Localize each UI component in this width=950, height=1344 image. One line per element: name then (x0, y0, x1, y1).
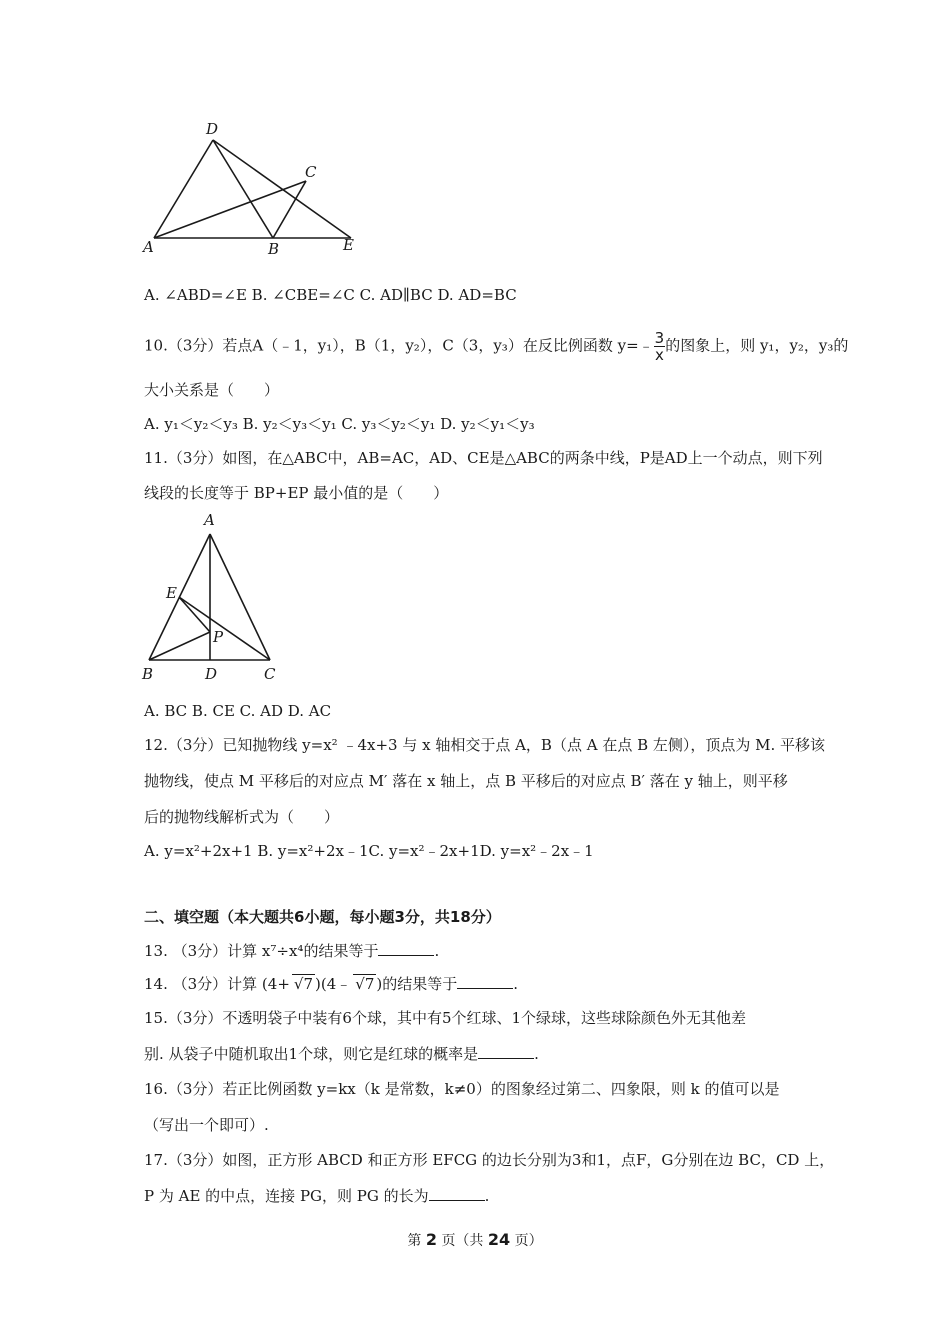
label-p: P (213, 628, 224, 646)
label-e: E (343, 236, 354, 254)
q11-options: A. BC B. CE C. AD D. AC (144, 702, 332, 720)
answer-blank (378, 941, 434, 956)
label-d: D (205, 665, 218, 683)
footer-mid: 页（共 (441, 1233, 484, 1249)
q13-text: 13. （3分）计算 x⁷÷x⁴的结果等于 (144, 942, 379, 960)
segment-ad (154, 140, 213, 238)
q11-line2: 线段的长度等于 BP+EP 最小值的是（ ） (144, 484, 449, 502)
label-a: A (143, 238, 154, 256)
q14-post: )的结果等于 (376, 975, 458, 993)
q17-line1: 17.（3分）如图，正方形 ABCD 和正方形 EFCG 的边长分别为3和1，点F，G分别在边 BC，CD 上， (144, 1151, 835, 1169)
answer-blank (478, 1044, 534, 1059)
q15-text: 别. 从袋子中随机取出1个球，则它是红球的概率是 (144, 1045, 479, 1063)
q16-line1: 16.（3分）若正比例函数 y=kx（k 是常数，k≠0）的图象经过第二、四象限，则 k 的值可以是 (144, 1080, 780, 1098)
q9-options: A. ∠ABD=∠E B. ∠CBE=∠C C. AD∥BC D. AD=BC (144, 286, 517, 304)
answer-blank (429, 1186, 485, 1201)
segment-ac (154, 181, 306, 238)
segment-bp (149, 632, 210, 660)
page-number: 2 (425, 1230, 437, 1249)
figure-triangle-abc-p (138, 510, 288, 685)
fraction-denominator: x (654, 346, 664, 364)
label-a: A (204, 511, 215, 529)
q17-text: P 为 AE 的中点，连接 PG，则 PG 的长为 (144, 1187, 429, 1205)
q10-line2: 大小关系是（ ） (144, 381, 280, 399)
label-d: D (206, 120, 219, 138)
footer-post: 页） (514, 1233, 543, 1249)
q13 (144, 941, 439, 961)
page-footer (0, 1230, 950, 1250)
sqrt-radicand: 7 (364, 975, 375, 993)
q15-line1: 15.（3分）不透明袋子中装有6个球，其中有5个红球、1个绿球，这些球除颜色外无其他差 (144, 1009, 747, 1027)
label-c: C (264, 665, 276, 683)
q11-line1: 11.（3分）如图，在△ABC中，AB=AC，AD、CE是△ABC的两条中线，P是AD上一个动点，则下列 (144, 449, 823, 467)
q17-end: . (484, 1187, 490, 1205)
segment-db (213, 140, 273, 238)
sqrt-radicand: 7 (303, 975, 314, 993)
label-e: E (166, 584, 177, 602)
q10-line1 (144, 330, 848, 363)
figure-triangles-abde (140, 118, 370, 263)
section2-title: 二、填空题（本大题共6小题，每小题3分，共18分） (144, 908, 501, 926)
q16-line2: （写出一个即可）. (144, 1116, 269, 1134)
q15-line2 (144, 1044, 539, 1064)
segment-cb (273, 181, 306, 238)
sqrt-symbol: √7 (355, 975, 375, 993)
q10-options: A. y₁＜y₂＜y₃ B. y₂＜y₃＜y₁ C. y₃＜y₂＜y₁ D. y₂＜y₁＜y₃ (144, 415, 535, 433)
fraction-numerator: 3 (654, 329, 665, 347)
label-c: C (305, 163, 317, 181)
q14-mid: )(4﹣ (315, 975, 352, 993)
q12-line3: 后的抛物线解析式为（ ） (144, 808, 340, 826)
q14-pre: 14. （3分）计算 (4+ (144, 975, 290, 993)
q10-post: 的图象上，则 y₁，y₂，y₃的 (665, 336, 849, 355)
q14 (144, 974, 518, 994)
q13-end: . (434, 942, 440, 960)
q12-options: A. y=x²+2x+1 B. y=x²+2x﹣1C. y=x²﹣2x+1D. y=x²﹣2x﹣1 (144, 842, 594, 860)
label-b: B (268, 240, 280, 258)
label-b: B (142, 665, 154, 683)
q14-end: . (513, 975, 519, 993)
page-total: 24 (487, 1230, 511, 1249)
q10-pre: 10.（3分）若点A（﹣1，y₁），B（1，y₂），C（3，y₃）在反比例函数 y=﹣ (144, 336, 654, 355)
q10-fraction (654, 330, 666, 363)
footer-pre: 第 (407, 1233, 422, 1249)
q12-line2: 抛物线，使点 M 平移后的对应点 M′ 落在 x 轴上，点 B 平移后的对应点 B′ 落在 y 轴上，则平移 (144, 772, 788, 790)
q15-end: . (534, 1045, 539, 1063)
sqrt-symbol: √7 (293, 975, 314, 993)
segment-ce (179, 597, 270, 660)
q17-line2 (144, 1186, 489, 1206)
q12-line1: 12.（3分）已知抛物线 y=x² ﹣4x+3 与 x 轴相交于点 A，B（点 A 在点 B 左侧），顶点为 M. 平移该 (144, 736, 826, 754)
answer-blank (457, 974, 513, 989)
